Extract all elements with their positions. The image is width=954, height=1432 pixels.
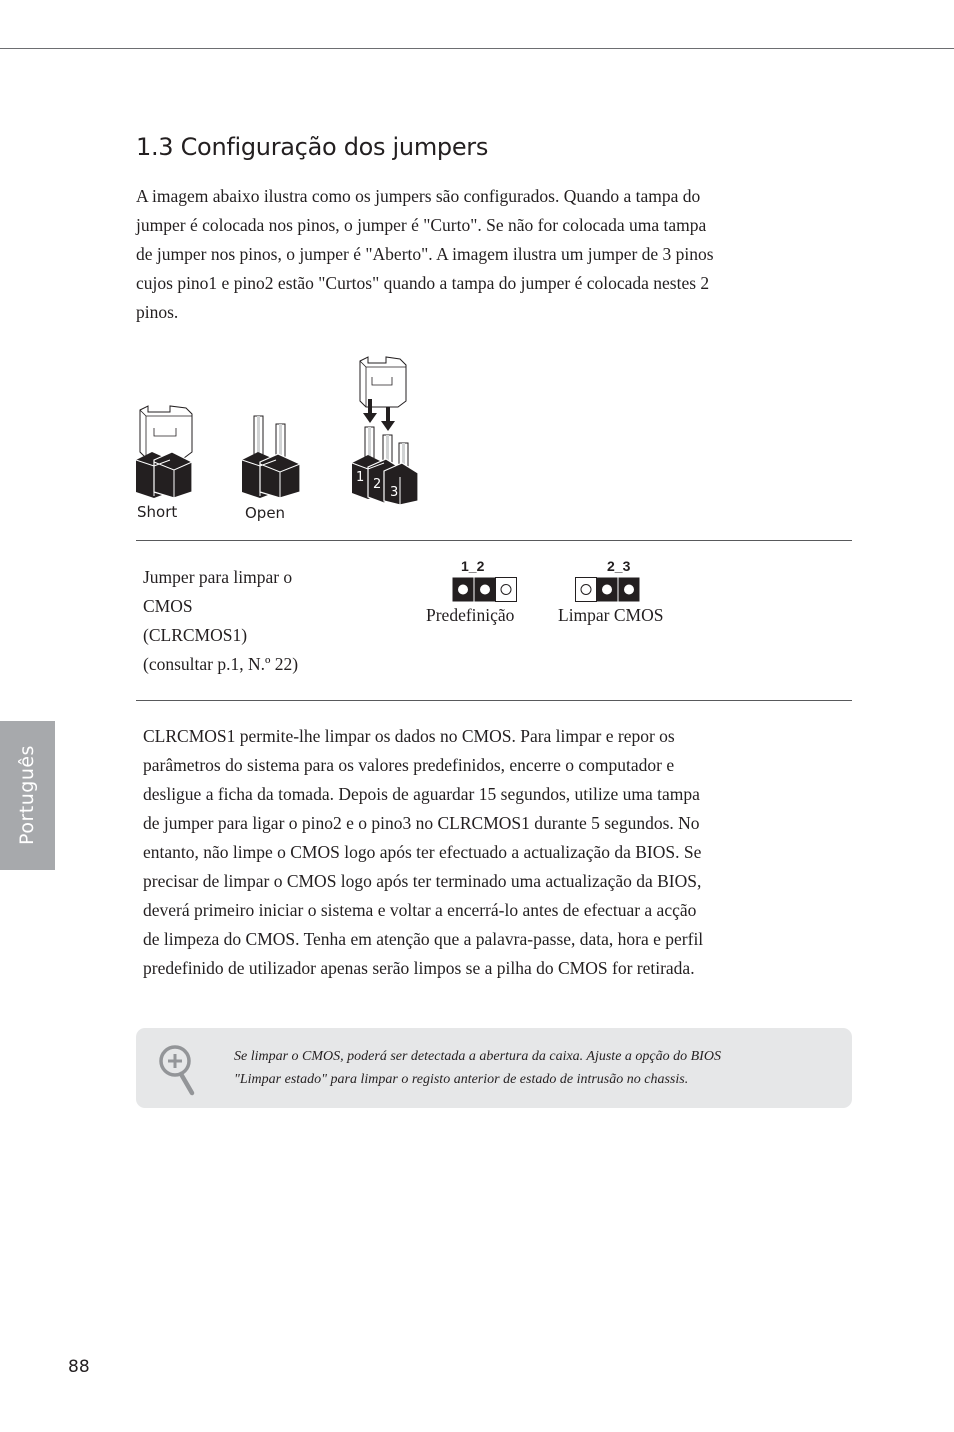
pin-header-clear-cmos-diagram — [575, 577, 641, 602]
note-text — [234, 1046, 721, 1091]
description-line: CLRCMOS1 permite-lhe limpar os dados no CMOS. Para limpar e repor os — [143, 726, 675, 746]
intro-line: pinos. — [136, 302, 179, 322]
table-bottom-rule — [136, 700, 852, 701]
intro-line: A imagem abaixo ilustra como os jumpers são configurados. Quando a tampa do — [136, 186, 701, 206]
jumper-name — [143, 563, 298, 679]
setting-label-default: Predefinição — [426, 605, 515, 625]
three-pin-jumper-illustration — [348, 355, 428, 510]
description-line: parâmetros do sistema para os valores predefinidos, encerre o computador e — [143, 755, 675, 775]
section-title: 1.3 Configuração dos jumpers — [136, 133, 489, 161]
open-jumper-illustration — [238, 412, 313, 507]
setting-label-clear-cmos: Limpar CMOS — [558, 605, 664, 625]
jumper-name-line: Jumper para limpar o — [143, 567, 293, 587]
description-line: deverá primeiro iniciar o sistema e voltar a encerrá-lo antes de efectuar a acção — [143, 900, 697, 920]
pin-number-2: 2 — [373, 477, 382, 492]
magnifier-plus-icon — [158, 1043, 196, 1097]
language-tab-label: Português — [16, 745, 38, 845]
pin-header-default-diagram — [452, 577, 518, 602]
description-line: de limpeza do CMOS. Tenha em atenção que a palavra-passe, data, hora e perfil — [143, 929, 704, 949]
setting-pins-1-2: 1_2 — [461, 558, 485, 574]
description-line: de jumper para ligar o pino2 e o pino3 no CLRCMOS1 durante 5 segundos. No — [143, 813, 700, 833]
intro-line: de jumper nos pinos, o jumper é "Aberto". A imagem ilustra um jumper de 3 pinos — [136, 244, 714, 264]
pin-number-1: 1 — [356, 470, 365, 485]
description-line: predefinido de utilizador apenas serão limpos se a pilha do CMOS for retirada. — [143, 958, 695, 978]
page-number: 88 — [68, 1357, 90, 1377]
header-rule — [0, 48, 954, 49]
description-line: entanto, não limpe o CMOS logo após ter efectuado a actualização da BIOS. Se — [143, 842, 702, 862]
open-label: Open — [245, 504, 286, 522]
description-line: desligue a ficha da tomada. Depois de aguardar 15 segundos, utilize uma tampa — [143, 784, 700, 804]
intro-line: jumper é colocada nos pinos, o jumper é "Curto". Se não for colocada uma tampa — [136, 215, 707, 235]
jumper-name-line: CMOS — [143, 596, 193, 616]
note-line: Se limpar o CMOS, poderá ser detectada a abertura da caixa. Ajuste a opção do BIOS — [234, 1049, 721, 1064]
jumper-name-line: (consultar p.1, N.º 22) — [143, 654, 299, 674]
setting-pins-2-3: 2_3 — [607, 558, 631, 574]
short-jumper-illustration — [130, 400, 205, 505]
intro-paragraph — [136, 182, 796, 327]
intro-line: cujos pino1 e pino2 estão "Curtos" quando a tampa do jumper é colocada nestes 2 — [136, 273, 710, 293]
description-paragraph — [143, 722, 803, 983]
table-top-rule — [136, 540, 852, 541]
note-line: "Limpar estado" para limpar o registo anterior de estado de intrusão no chassis. — [234, 1071, 689, 1087]
pin-number-3: 3 — [390, 485, 399, 500]
jumper-name-line: (CLRCMOS1) — [143, 625, 248, 645]
short-label: Short — [137, 503, 178, 521]
description-line: precisar de limpar o CMOS logo após ter terminado uma actualização da BIOS, — [143, 871, 702, 891]
